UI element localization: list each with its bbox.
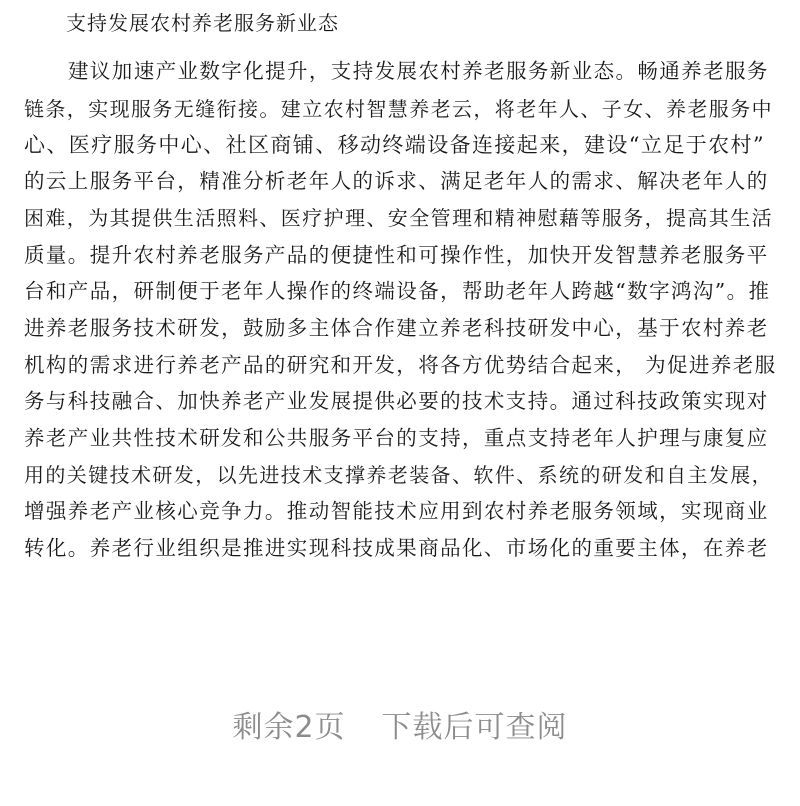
paragraph-line: 的云上服务平台，精准分析老年人的诉求、满足老年人的需求、解决老年人的	[24, 169, 769, 193]
remaining-pages-label: 剩余2页	[232, 710, 346, 745]
section-heading: 支持发展农村养老服务新业态	[66, 11, 339, 35]
paragraph-line: 机构的需求进行养老产品的研究和开发，将各方优势结合起来， 为促进养老服	[24, 353, 777, 377]
paragraph-line: 养老产业共性技术研发和公共服务平台的支持，重点支持老年人护理与康复应	[24, 426, 769, 450]
paragraph-line: 转化。养老行业组织是推进实现科技成果商品化、市场化的重要主体，在养老	[24, 536, 769, 560]
paragraph-line: 增强养老产业核心竞争力。推动智能技术应用到农村养老服务领域，实现商业	[24, 499, 769, 523]
paragraph-line: 链条，实现服务无缝衔接。建立农村智慧养老云，将老年人、子女、养老服务中	[24, 97, 773, 121]
paragraph-line: 进养老服务技术研发，鼓励多主体合作建立养老科技研发中心，基于农村养老	[24, 316, 769, 340]
paragraph-line: 务与科技融合、加快养老产业发展提供必要的技术支持。通过科技政策实现对	[24, 389, 769, 413]
paragraph-line: 用的关键技术研发，以先进技术支撑养老装备、软件、系统的研发和自主发展，	[24, 463, 773, 487]
paragraph-line: 建议加速产业数字化提升，支持发展农村养老服务新业态。畅通养老服务	[68, 59, 769, 83]
paragraph-line: 心、医疗服务中心、社区商铺、移动终端设备连接起来，建设“立足于农村”	[24, 133, 766, 157]
download-prompt-label: 下载后可查阅	[381, 710, 568, 745]
paragraph-line: 台和产品，研制便于老年人操作的终端设备，帮助老年人跨越“数字鸿沟”。推	[24, 279, 771, 303]
paragraph-line: 困难，为其提供生活照料、医疗护理、安全管理和精神慰藉等服务，提高其生活	[24, 206, 773, 230]
download-to-read-more-button[interactable]	[0, 708, 800, 748]
paragraph-line: 质量。提升农村养老服务产品的便捷性和可操作性，加快开发智慧养老服务平	[24, 243, 769, 267]
